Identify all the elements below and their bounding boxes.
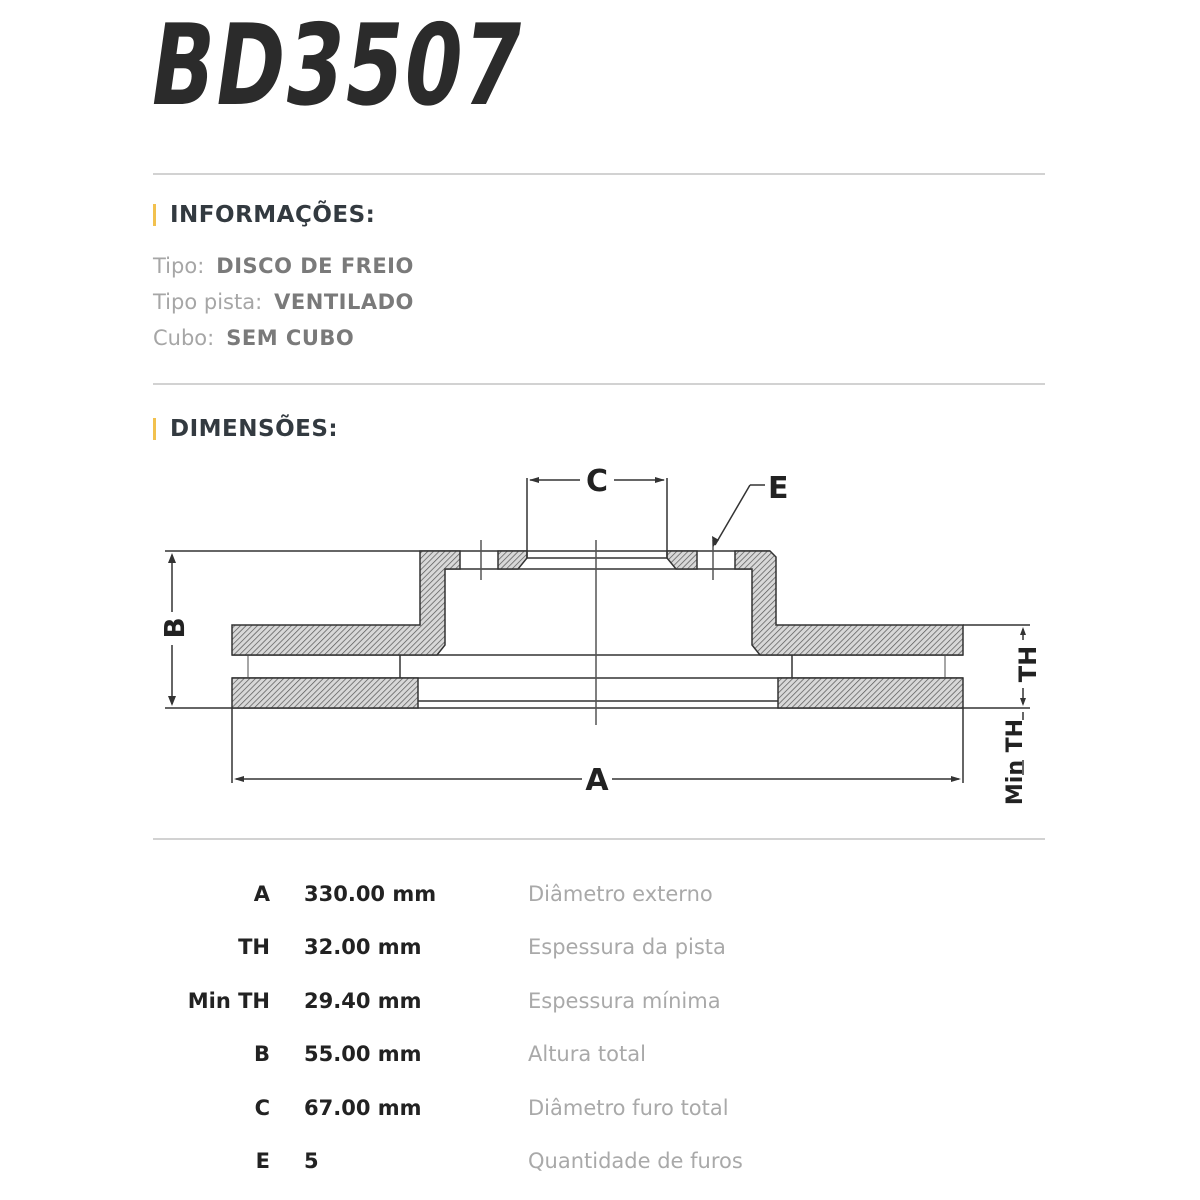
label-B: B bbox=[158, 617, 191, 639]
spec-code: C bbox=[254, 1096, 270, 1120]
hat-right bbox=[735, 551, 963, 655]
spec-value: 55.00 mm bbox=[304, 1042, 422, 1066]
plate-right-bottom bbox=[778, 678, 963, 708]
spec-code: TH bbox=[238, 935, 270, 959]
accent-bar bbox=[153, 418, 156, 440]
info-value: SEM CUBO bbox=[226, 326, 355, 350]
divider bbox=[153, 838, 1045, 840]
label-min-th: Min TH bbox=[1003, 718, 1028, 806]
label-C: C bbox=[585, 464, 609, 499]
divider bbox=[153, 383, 1045, 385]
spec-row bbox=[0, 935, 1200, 975]
brake-disc-cross-section-diagram bbox=[0, 455, 1200, 825]
label-E: E bbox=[768, 471, 789, 506]
info-key: Tipo: bbox=[153, 254, 205, 278]
spec-code: A bbox=[253, 882, 270, 906]
spec-row bbox=[0, 1149, 1200, 1189]
dimensions-heading-text: DIMENSÕES: bbox=[170, 416, 339, 442]
info-key: Tipo pista: bbox=[153, 290, 263, 314]
spec-description: Diâmetro externo bbox=[528, 882, 713, 906]
spec-description: Altura total bbox=[528, 1042, 646, 1066]
spec-row bbox=[0, 989, 1200, 1029]
spec-description: Espessura da pista bbox=[528, 935, 726, 959]
spec-row bbox=[0, 882, 1200, 922]
label-TH: TH bbox=[1014, 645, 1042, 683]
spec-value: 29.40 mm bbox=[304, 989, 422, 1013]
info-row-cubo bbox=[153, 326, 354, 350]
flange-left bbox=[498, 551, 527, 569]
spec-value: 330.00 mm bbox=[304, 882, 437, 906]
divider bbox=[153, 173, 1045, 175]
spec-value: 67.00 mm bbox=[304, 1096, 422, 1120]
info-row-tipo bbox=[153, 254, 414, 278]
info-key: Cubo: bbox=[153, 326, 215, 350]
flange-right bbox=[667, 551, 697, 569]
spec-code: Min TH bbox=[187, 989, 270, 1013]
dimensions-section-heading bbox=[153, 416, 338, 442]
plate-left-bottom bbox=[232, 678, 418, 708]
info-value: DISCO DE FREIO bbox=[216, 254, 414, 278]
spec-description: Quantidade de furos bbox=[528, 1149, 743, 1173]
spec-row bbox=[0, 1096, 1200, 1136]
spec-code: B bbox=[253, 1042, 270, 1066]
spec-description: Diâmetro furo total bbox=[528, 1096, 729, 1120]
spec-value: 32.00 mm bbox=[304, 935, 422, 959]
spec-code: E bbox=[255, 1149, 270, 1173]
accent-bar bbox=[153, 204, 156, 226]
label-A: A bbox=[585, 763, 609, 798]
info-section-heading bbox=[153, 202, 375, 228]
spec-value: 5 bbox=[304, 1149, 319, 1173]
spec-description: Espessura mínima bbox=[528, 989, 721, 1013]
spec-row bbox=[0, 1042, 1200, 1082]
info-heading-text: INFORMAÇÕES: bbox=[170, 202, 376, 228]
info-row-tipo-pista bbox=[153, 290, 414, 314]
product-code-title: BD3507 bbox=[142, 1, 533, 131]
hat-left bbox=[232, 551, 460, 655]
info-value: VENTILADO bbox=[274, 290, 414, 314]
